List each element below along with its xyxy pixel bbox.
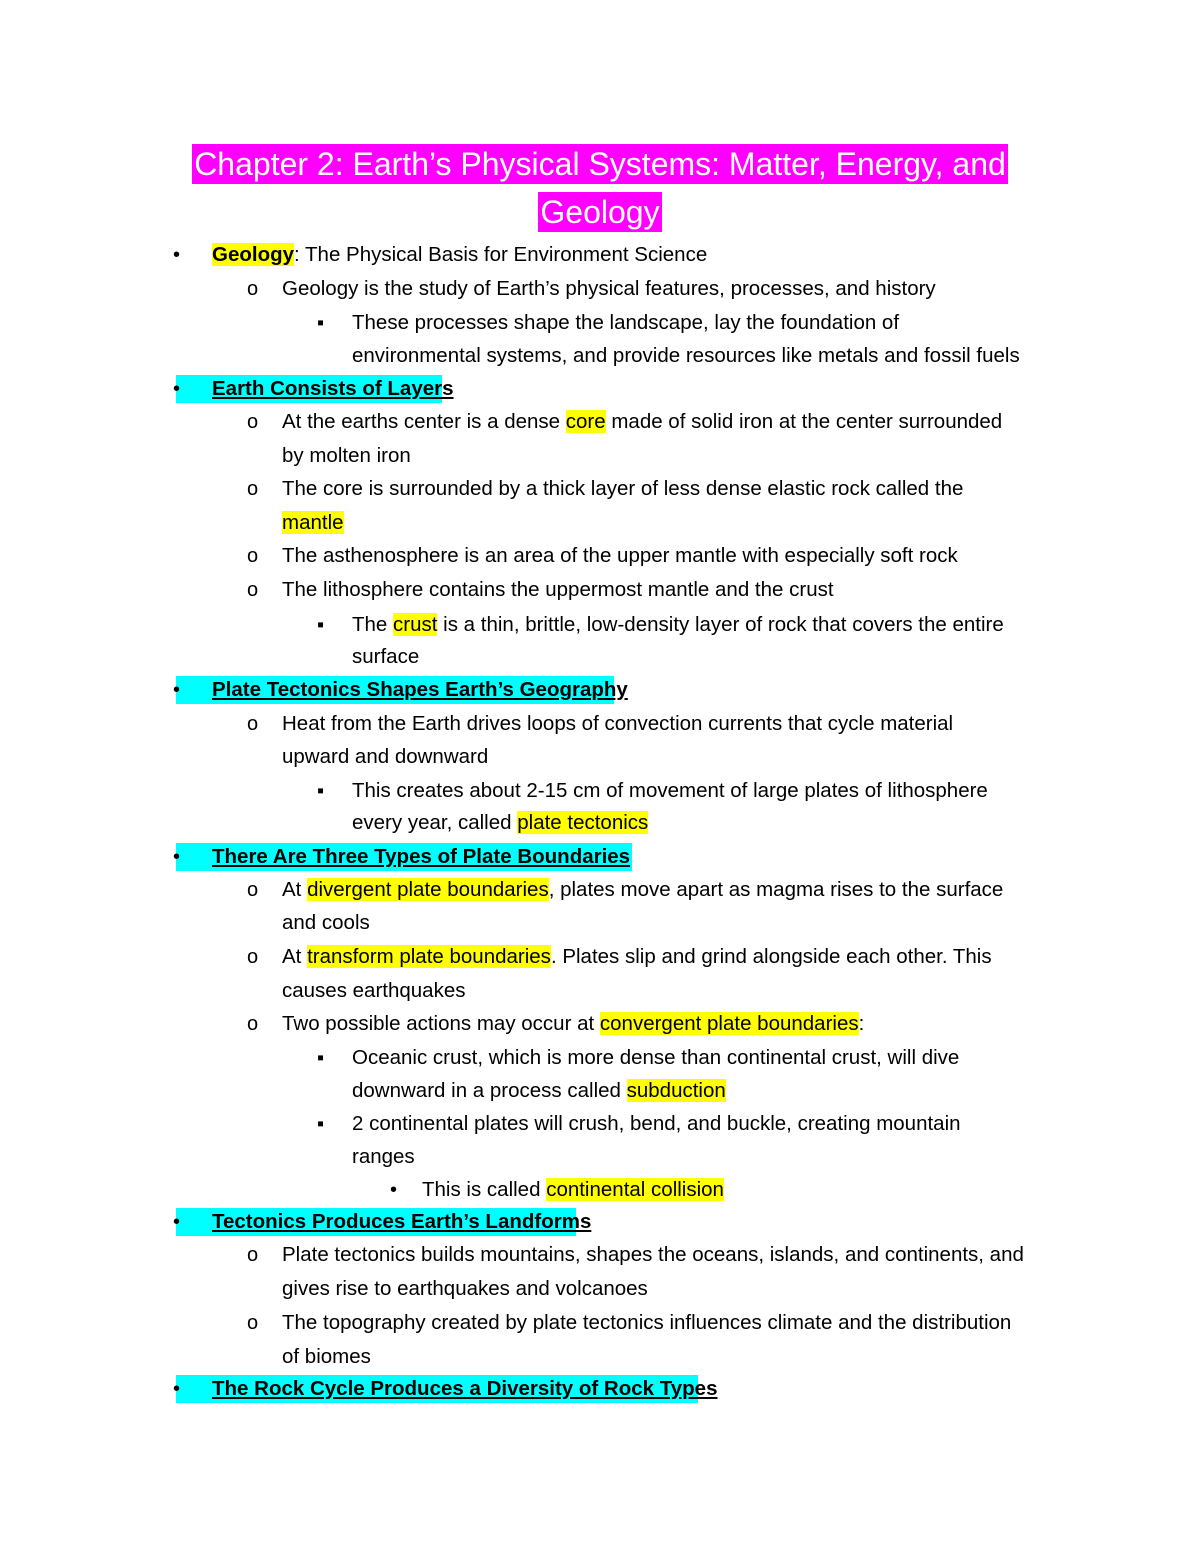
list-item-continuation (352, 808, 648, 838)
text-fragment: made of solid iron at the center surrounded (605, 410, 1003, 433)
list-item (352, 610, 1004, 640)
list-item: This creates about 2-15 cm of movement of large plates of lithosphere (352, 779, 988, 802)
bullet-icon: • (173, 244, 181, 266)
list-item (282, 875, 1003, 905)
circle-bullet-icon: o (247, 946, 259, 968)
list-item-continuation: upward and downward (282, 745, 489, 768)
text-fragment: , plates move apart as magma rises to the surface (548, 878, 1004, 901)
list-item-continuation: surface (352, 645, 420, 668)
bullet-icon: • (173, 1378, 181, 1400)
list-item-continuation: causes earthquakes (282, 979, 466, 1002)
text-fragment: This is called (422, 1178, 547, 1201)
bullet-icon: • (390, 1179, 398, 1201)
text-fragment: downward in a process called (352, 1079, 627, 1102)
term-plate-tectonics: plate tectonics (517, 811, 649, 834)
layers-heading: Earth Consists of Layers (212, 377, 454, 400)
list-item (282, 942, 992, 972)
text-fragment: Two possible actions may occur at (282, 1012, 600, 1035)
list-item-continuation: gives rise to earthquakes and volcanoes (282, 1277, 648, 1300)
list-item-continuation: of biomes (282, 1345, 371, 1368)
geology-term: Geology (212, 243, 295, 266)
square-bullet-icon: ▪ (317, 312, 325, 334)
list-item-continuation: and cools (282, 911, 370, 934)
bullet-icon: • (173, 1211, 181, 1233)
square-bullet-icon: ▪ (317, 1047, 325, 1069)
bullet-icon: • (173, 846, 181, 868)
list-item-continuation: by molten iron (282, 444, 411, 467)
circle-bullet-icon: o (247, 713, 259, 735)
list-item: The asthenosphere is an area of the upper mantle with especially soft rock (282, 544, 958, 567)
list-item-continuation: ranges (352, 1145, 415, 1168)
circle-bullet-icon: o (247, 1013, 259, 1035)
bullet-icon: • (173, 679, 181, 701)
plates-heading: Plate Tectonics Shapes Earth’s Geography (212, 678, 628, 701)
list-item (282, 1009, 864, 1039)
circle-bullet-icon: o (247, 411, 259, 433)
list-item: The lithosphere contains the uppermost mantle and the crust (282, 578, 834, 601)
list-item: Oceanic crust, which is more dense than continental crust, will dive (352, 1046, 960, 1069)
circle-bullet-icon: o (247, 478, 259, 500)
page-title (0, 140, 1200, 236)
circle-bullet-icon: o (247, 879, 259, 901)
text-fragment: At the earths center is a dense (282, 410, 566, 433)
text-fragment: At (282, 945, 308, 968)
list-item: These processes shape the landscape, lay the foundation of (352, 311, 900, 334)
square-bullet-icon: ▪ (317, 1113, 325, 1135)
text-fragment: : (858, 1012, 865, 1035)
circle-bullet-icon: o (247, 278, 259, 300)
list-item (282, 407, 1002, 437)
list-item: Plate tectonics builds mountains, shapes the oceans, islands, and continents, and (282, 1243, 1024, 1266)
square-bullet-icon: ▪ (317, 780, 325, 802)
title-line-1: Chapter 2: Earth’s Physical Systems: Matter, Energy, and (194, 146, 1006, 182)
square-bullet-icon: ▪ (317, 614, 325, 636)
term-continental-collision: continental collision (546, 1178, 724, 1201)
list-item-continuation (282, 508, 344, 538)
title-line-2: Geology (540, 194, 660, 230)
list-item: The core is surrounded by a thick layer of less dense elastic rock called the (282, 477, 964, 500)
term-mantle: mantle (282, 511, 344, 534)
rockcycle-heading: The Rock Cycle Produces a Diversity of Rock Types (212, 1377, 718, 1400)
list-item (422, 1175, 724, 1205)
boundaries-heading: There Are Three Types of Plate Boundaries (212, 845, 631, 868)
circle-bullet-icon: o (247, 1244, 259, 1266)
list-item: Heat from the Earth drives loops of convection currents that cycle material (282, 712, 954, 735)
text-fragment: At (282, 878, 308, 901)
circle-bullet-icon: o (247, 545, 259, 567)
list-item-continuation (352, 1076, 726, 1106)
term-subduction: subduction (626, 1079, 726, 1102)
circle-bullet-icon: o (247, 579, 259, 601)
list-item: Geology is the study of Earth’s physical features, processes, and history (282, 277, 936, 300)
geology-heading (212, 240, 707, 270)
text-fragment: The (352, 613, 394, 636)
term-transform: transform plate boundaries (307, 945, 551, 968)
text-fragment: every year, called (352, 811, 518, 834)
circle-bullet-icon: o (247, 1312, 259, 1334)
term-convergent: convergent plate boundaries (599, 1012, 859, 1035)
text-fragment: . Plates slip and grind alongside each other. This (550, 945, 992, 968)
landforms-heading: Tectonics Produces Earth’s Landforms (212, 1210, 592, 1233)
bullet-icon: • (173, 378, 181, 400)
term-divergent: divergent plate boundaries (307, 878, 549, 901)
geology-heading-rest: : The Physical Basis for Environment Science (294, 243, 708, 266)
term-crust: crust (393, 613, 438, 636)
term-core: core (565, 410, 606, 433)
list-item: The topography created by plate tectonics influences climate and the distribution (282, 1311, 1012, 1334)
list-item: 2 continental plates will crush, bend, and buckle, creating mountain (352, 1112, 961, 1135)
text-fragment: is a thin, brittle, low-density layer of rock that covers the entire (437, 613, 1004, 636)
list-item-continuation: environmental systems, and provide resources like metals and fossil fuels (352, 344, 1020, 367)
